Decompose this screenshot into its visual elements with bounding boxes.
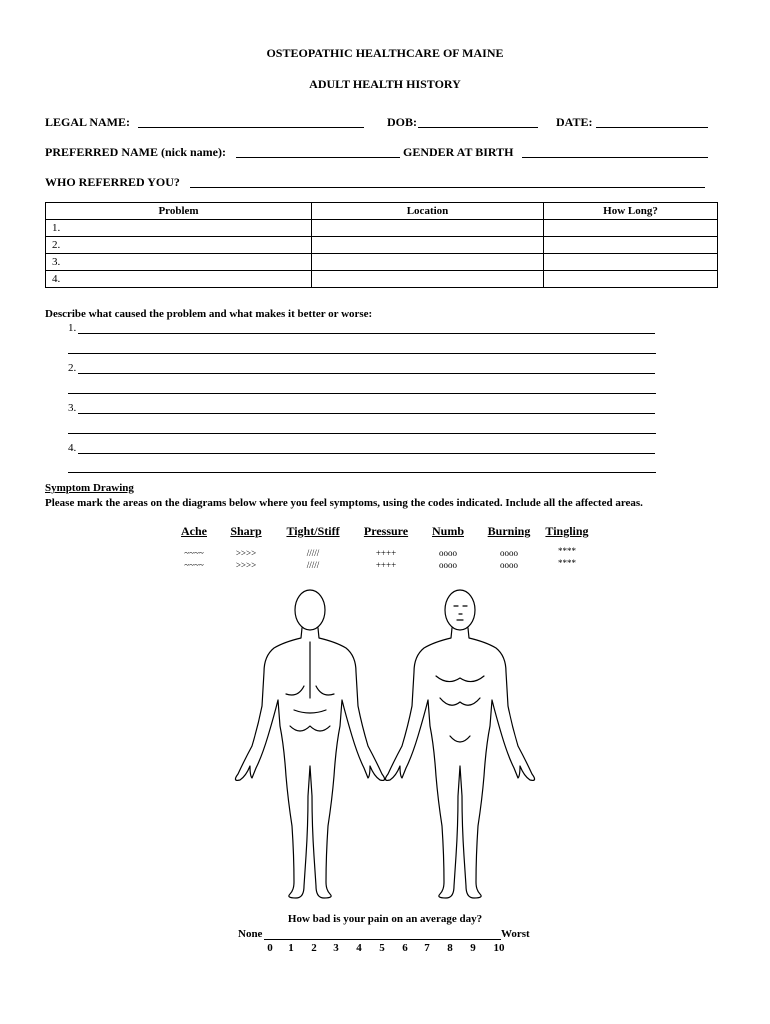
describe-line-2a[interactable] <box>78 373 655 374</box>
code-symbol: **** <box>558 558 576 568</box>
code-symbol: **** <box>558 546 576 556</box>
legal-name-label: LEGAL NAME: <box>45 115 131 129</box>
code-symbol: ///// <box>306 560 320 570</box>
describe-line-3a[interactable] <box>78 413 655 414</box>
code-symbol: >>>> <box>235 548 257 558</box>
code-numb <box>428 524 468 571</box>
pain-scale-number[interactable]: 7 <box>424 942 430 954</box>
form-title: ADULT HEALTH HISTORY <box>309 77 461 91</box>
column-header-how-long: How Long? <box>544 203 718 220</box>
pain-scale-number[interactable]: 5 <box>379 942 385 954</box>
describe-item-number: 1. <box>68 322 77 334</box>
how-long-cell[interactable] <box>544 254 718 271</box>
date-field[interactable] <box>596 127 708 128</box>
gender-label: GENDER AT BIRTH <box>403 145 514 159</box>
pain-question: How bad is your pain on an average day? <box>287 913 483 925</box>
pain-scale-number[interactable]: 4 <box>356 942 362 954</box>
how-long-cell[interactable] <box>544 271 718 288</box>
code-symbol: oooo <box>500 548 518 558</box>
describe-line-1a[interactable] <box>78 333 655 334</box>
gender-field[interactable] <box>522 157 708 158</box>
column-header-location: Location <box>312 203 544 220</box>
pain-scale-number[interactable]: 9 <box>470 942 476 954</box>
pain-scale-line[interactable] <box>264 939 501 940</box>
describe-line-4a[interactable] <box>78 453 655 454</box>
code-label: Tingling <box>545 524 589 538</box>
code-label: Tight/Stiff <box>286 524 340 538</box>
code-symbol: oooo <box>500 560 518 570</box>
describe-item-number: 3. <box>68 402 77 414</box>
code-symbol: >>>> <box>235 560 257 570</box>
code-symbol: oooo <box>439 560 457 570</box>
problem-cell[interactable]: 3. <box>46 254 312 271</box>
describe-item-number: 2. <box>68 362 77 374</box>
pain-scale-number[interactable]: 10 <box>493 942 505 954</box>
table-row <box>46 271 718 288</box>
code-label: Sharp <box>230 524 262 538</box>
describe-prompt: Describe what caused the problem and what makes it better or worse: <box>45 308 373 320</box>
code-label: Burning <box>487 524 531 538</box>
dob-field[interactable] <box>418 127 538 128</box>
pain-scale-number[interactable]: 3 <box>333 942 339 954</box>
code-sharp <box>226 524 266 571</box>
dob-label: DOB: <box>387 115 417 129</box>
code-symbol: ~~~~ <box>184 548 204 558</box>
code-symbol: ///// <box>306 548 320 558</box>
problem-table <box>45 202 718 288</box>
problem-cell[interactable]: 2. <box>46 237 312 254</box>
problem-cell[interactable]: 4. <box>46 271 312 288</box>
code-tingling <box>542 524 592 569</box>
preferred-name-label: PREFERRED NAME (nick name): <box>45 145 226 159</box>
code-label: Numb <box>431 524 464 538</box>
preferred-name-field[interactable] <box>236 157 400 158</box>
code-symbol: oooo <box>439 548 457 558</box>
describe-line-1b[interactable] <box>68 353 656 354</box>
describe-line-3b[interactable] <box>68 433 656 434</box>
describe-item-number: 4. <box>68 442 77 454</box>
problem-cell[interactable]: 1. <box>46 220 312 237</box>
describe-line-2b[interactable] <box>68 393 656 394</box>
pain-scale-number[interactable]: 2 <box>311 942 317 954</box>
pain-scale-number[interactable]: 0 <box>267 942 273 954</box>
location-cell[interactable] <box>312 254 544 271</box>
pain-scale-number[interactable]: 6 <box>402 942 408 954</box>
symptom-instructions: Please mark the areas on the diagrams below where you feel symptoms, using the codes indicated. Include all the affected areas. <box>45 497 643 509</box>
pain-none-label: None <box>238 928 263 940</box>
how-long-cell[interactable] <box>544 220 718 237</box>
referred-field[interactable] <box>190 187 705 188</box>
org-name: OSTEOPATHIC HEALTHCARE OF MAINE <box>266 46 504 60</box>
pain-scale-number[interactable]: 8 <box>447 942 453 954</box>
back-view-figure[interactable] <box>235 590 384 898</box>
code-label: Ache <box>181 524 207 538</box>
location-cell[interactable] <box>312 237 544 254</box>
front-view-figure[interactable] <box>385 590 534 898</box>
code-burning <box>484 524 534 571</box>
pain-scale-number[interactable]: 1 <box>288 942 294 954</box>
legal-name-field[interactable] <box>138 127 364 128</box>
describe-line-4b[interactable] <box>68 472 656 473</box>
table-row <box>46 237 718 254</box>
code-label: Pressure <box>363 524 409 538</box>
code-symbol: ++++ <box>375 560 397 570</box>
code-symbol: ~~~~ <box>184 560 204 570</box>
location-cell[interactable] <box>312 220 544 237</box>
body-diagram[interactable] <box>228 586 538 906</box>
code-tight-stiff <box>282 524 344 571</box>
code-symbol: ++++ <box>375 548 397 558</box>
code-pressure <box>360 524 412 571</box>
pain-worst-label: Worst <box>501 928 530 940</box>
date-label: DATE: <box>556 115 593 129</box>
referred-label: WHO REFERRED YOU? <box>45 175 180 189</box>
table-row <box>46 254 718 271</box>
table-row <box>46 220 718 237</box>
table-header-row <box>46 203 718 220</box>
location-cell[interactable] <box>312 271 544 288</box>
symptom-title: Symptom Drawing <box>45 482 134 494</box>
code-ache <box>176 524 212 571</box>
column-header-problem: Problem <box>46 203 312 220</box>
how-long-cell[interactable] <box>544 237 718 254</box>
